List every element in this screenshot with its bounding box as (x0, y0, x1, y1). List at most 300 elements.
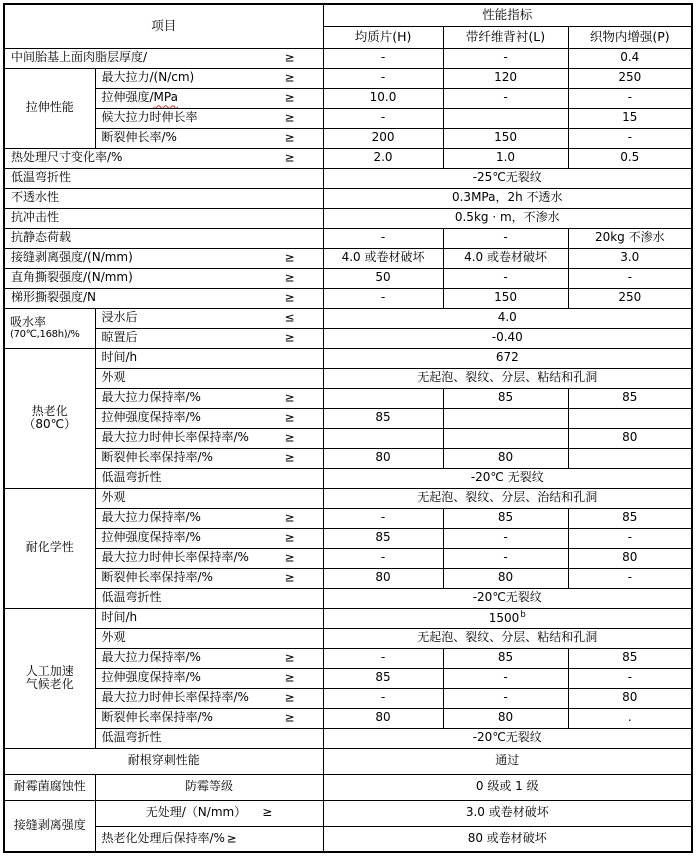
cell-text: 80 (497, 710, 514, 725)
cell-text: 1500 (488, 610, 520, 625)
gte-symbol: ≥ (284, 410, 295, 425)
table-row (4, 108, 692, 128)
value-cell (323, 108, 443, 128)
cell-text: 4.0 或卷材破坏 (341, 250, 425, 265)
cell-text: 外观 (101, 370, 126, 385)
label-cell (4, 748, 323, 774)
table-row (4, 68, 692, 88)
cell-text: 最大拉力时伸长率保持率/% (101, 690, 249, 705)
value-cell (443, 548, 568, 568)
cell-text: - (627, 530, 632, 545)
cell-text: 0.3MPa，2h 不透水 (451, 190, 563, 205)
cell-text: 接缝剥离强度/(N/mm) (11, 250, 133, 265)
cell-text: - (627, 90, 632, 105)
cell-text: 断裂伸长率保持率/% (101, 450, 213, 465)
header-cell (323, 26, 443, 48)
value-cell (323, 68, 443, 88)
cell-text: 80 (497, 570, 514, 585)
cell-text: 最大拉力/(N/cm) (101, 70, 195, 85)
label-line: 热老化 (31, 403, 68, 418)
value-cell (443, 388, 568, 408)
cell-text: 外观 (101, 630, 126, 645)
cell-text: - (380, 690, 386, 705)
cell-text: . (627, 710, 632, 725)
cell-text: 耐霉菌腐蚀性 (13, 779, 86, 794)
cell-text: - (627, 130, 632, 145)
cell-text: 外观 (101, 490, 126, 505)
label-cell (95, 648, 323, 668)
value-cell (323, 328, 692, 348)
value-cell (568, 548, 692, 568)
gte-symbol: ≥ (284, 150, 295, 165)
cell-text: 梯形撕裂强度/N (11, 290, 97, 305)
group-label-cell (4, 800, 95, 852)
value-cell (323, 708, 443, 728)
cell-text: - (380, 510, 386, 525)
value-cell (443, 88, 568, 108)
cell-text: 85 (375, 530, 391, 545)
gte-symbol: ≥ (284, 130, 295, 145)
cell-text: 80 (375, 710, 391, 725)
value-cell (568, 568, 692, 588)
value-cell (323, 148, 443, 168)
cell-text: 断裂伸长率保持率/% (101, 710, 213, 725)
cell-text: 热老化处理后保持率/% (101, 831, 225, 846)
value-cell (568, 68, 692, 88)
value-cell (568, 408, 692, 428)
cell-text: 15 (622, 110, 638, 125)
value-cell (323, 168, 692, 188)
cell-text: 带纤维背衬(L) (465, 29, 546, 44)
value-cell (323, 408, 443, 428)
table-row (4, 328, 692, 348)
gte-symbol: ≥ (284, 250, 295, 265)
gte-symbol: ≥ (284, 550, 295, 565)
value-cell (323, 288, 443, 308)
cell-text: 通过 (495, 753, 520, 768)
table-row (4, 188, 692, 208)
label-cell (95, 328, 323, 348)
label-cell (95, 588, 323, 608)
cell-text: 80 或卷材破坏 (467, 831, 547, 846)
table-row (4, 4, 692, 26)
table-row (4, 608, 692, 628)
label-cell (95, 608, 323, 628)
value-cell (323, 208, 692, 228)
gte-symbol: ≥ (262, 805, 273, 820)
group-label-cell (4, 488, 95, 608)
gte-symbol: ≥ (284, 650, 295, 665)
cell-text: - (503, 50, 508, 65)
cell-text: 无处理/（N/mm） (145, 805, 247, 820)
label-cell (4, 288, 323, 308)
table-row (4, 368, 692, 388)
value-cell (443, 648, 568, 668)
value-cell (323, 128, 443, 148)
cell-text: 120 (494, 70, 517, 85)
cell-text: - (627, 670, 632, 685)
table-row (4, 448, 692, 468)
value-cell (568, 428, 692, 448)
cell-text: 时间/h (101, 610, 138, 625)
cell-text: 250 (618, 70, 642, 85)
table-row (4, 228, 692, 248)
value-cell (568, 148, 692, 168)
cell-text: 无起泡、裂纹、分层、粘结和孔洞 (417, 370, 598, 385)
table-row (4, 468, 692, 488)
table-row (4, 648, 692, 668)
cell-text: 时间/h (101, 350, 138, 365)
value-cell (443, 228, 568, 248)
value-cell (323, 268, 443, 288)
value-cell (443, 428, 568, 448)
label-cell (95, 774, 323, 800)
value-cell (323, 308, 692, 328)
value-cell (323, 648, 443, 668)
gte-symbol: ≥ (284, 270, 295, 285)
cell-text: 85 (497, 510, 514, 525)
label-cell (95, 488, 323, 508)
cell-text: 1.0 (495, 150, 516, 165)
header-cell (568, 26, 692, 48)
cell-text: 4.0 (497, 310, 517, 325)
cell-text: 无起泡、裂纹、分层、治结和孔洞 (417, 490, 598, 505)
cell-text: -0.40 (491, 330, 523, 345)
cell-text: - (503, 270, 508, 285)
gte-symbol: ≥ (284, 510, 295, 525)
value-cell (323, 88, 443, 108)
value-cell (323, 428, 443, 448)
label-cell (4, 208, 323, 228)
cell-text: - (503, 90, 508, 105)
cell-text: 0.5 (620, 150, 640, 165)
label-cell (95, 308, 323, 328)
value-cell (568, 248, 692, 268)
cell-text: 最大拉力保持率/% (101, 390, 201, 405)
table-row (4, 628, 692, 648)
cell-text: - (380, 50, 386, 65)
cell-text: -20℃ 无裂纹 (470, 470, 544, 485)
cell-text: 85 (622, 510, 638, 525)
label-cell (4, 48, 323, 68)
cell-text: 80 (375, 450, 391, 465)
table-row (4, 288, 692, 308)
value-cell (568, 228, 692, 248)
value-cell (568, 108, 692, 128)
gte-symbol: ≥ (284, 450, 295, 465)
cell-text: 低温弯折性 (101, 590, 162, 605)
value-cell (323, 48, 443, 68)
table-row (4, 528, 692, 548)
table-row (4, 268, 692, 288)
value-cell (443, 448, 568, 468)
cell-text: 0 级或 1 级 (475, 779, 539, 794)
cell-text: -25℃无裂纹 (472, 170, 542, 185)
table-row (4, 508, 692, 528)
cell-text: 85 (622, 390, 638, 405)
cell-text: - (627, 270, 632, 285)
label-cell (95, 388, 323, 408)
value-cell (443, 248, 568, 268)
value-cell (323, 488, 692, 508)
table-row (4, 588, 692, 608)
cell-text: 直角撕裂强度/(N/mm) (11, 270, 133, 285)
cell-text: 耐化学性 (25, 540, 74, 555)
label-cell (95, 428, 323, 448)
label-line: （80℃） (23, 417, 77, 431)
value-cell (323, 628, 692, 648)
value-cell (323, 468, 692, 488)
label-cell (95, 728, 323, 748)
table-row (4, 208, 692, 228)
cell-text: 断裂伸长率/% (101, 130, 177, 145)
cell-text: 防霉等级 (185, 779, 234, 794)
value-cell (323, 800, 692, 826)
cell-text: 4.0 或卷材破坏 (464, 250, 547, 265)
cell-text: 80 (497, 450, 514, 465)
label-cell (95, 668, 323, 688)
cell-text: 无起泡、裂纹、分层、粘结和孔洞 (417, 630, 598, 645)
label-cell (95, 708, 323, 728)
cell-text: 250 (618, 290, 642, 305)
table-row (4, 88, 692, 108)
spellcheck-marked-text: MPa (153, 90, 178, 105)
superscript-note: b (520, 609, 526, 620)
table-row (4, 568, 692, 588)
table-row (4, 708, 692, 728)
label-cell (95, 508, 323, 528)
value-cell (443, 508, 568, 528)
value-cell (323, 228, 443, 248)
value-cell (443, 128, 568, 148)
cell-text: 抗冲击性 (11, 210, 60, 225)
value-cell (443, 568, 568, 588)
label-cell (95, 448, 323, 468)
gte-symbol: ≥ (284, 690, 295, 705)
cell-text: 候大拉力时伸长率 (101, 110, 198, 125)
gte-symbol: ≥ (284, 570, 295, 585)
label-line: 吸水率 (10, 314, 47, 329)
table-row (4, 248, 692, 268)
cell-text: - (627, 570, 632, 585)
table-row (4, 408, 692, 428)
gte-symbol: ≥ (284, 390, 295, 405)
value-cell (568, 48, 692, 68)
value-cell (568, 288, 692, 308)
value-cell (568, 668, 692, 688)
group-label-cell (4, 348, 95, 488)
cell-text: - (380, 550, 386, 565)
group-label-cell (4, 774, 95, 800)
cell-text: - (380, 230, 386, 245)
value-cell (443, 48, 568, 68)
cell-text: 性能指标 (482, 7, 533, 23)
value-cell (443, 68, 568, 88)
table-row (4, 428, 692, 448)
value-cell (323, 748, 692, 774)
value-cell (323, 774, 692, 800)
label-cell (95, 408, 323, 428)
value-cell (443, 148, 568, 168)
value-cell (568, 388, 692, 408)
cell-text: 80 (622, 430, 638, 445)
value-cell (568, 268, 692, 288)
cell-text: 85 (497, 650, 514, 665)
label-cell (95, 628, 323, 648)
cell-text: - (503, 230, 508, 245)
cell-text: 抗静态荷载 (11, 230, 72, 245)
gte-symbol: ≥ (284, 330, 295, 345)
value-cell (443, 108, 568, 128)
cell-text: - (503, 690, 508, 705)
value-cell (568, 528, 692, 548)
cell-text: 最大拉力时伸长率保持率/% (101, 430, 249, 445)
value-cell (443, 668, 568, 688)
value-cell (568, 88, 692, 108)
cell-text: 拉伸强度保持率/% (101, 530, 201, 545)
value-cell (323, 368, 692, 388)
cell-text: 3.0 (620, 250, 640, 265)
cell-text: 最大拉力保持率/% (101, 650, 201, 665)
cell-text: 低温弯折性 (101, 470, 162, 485)
table-row (4, 308, 692, 328)
cell-text: 低温弯折性 (11, 170, 72, 185)
value-cell (568, 688, 692, 708)
header-cell (4, 4, 323, 48)
group-label-cell (4, 608, 95, 748)
cell-text: 80 (375, 570, 391, 585)
cell-text: - (380, 70, 386, 85)
table-row (4, 168, 692, 188)
cell-text: 80 (622, 690, 638, 705)
cell-text: - (380, 110, 386, 125)
value-cell (443, 708, 568, 728)
value-cell (443, 528, 568, 548)
value-cell (323, 608, 692, 628)
value-cell (568, 508, 692, 528)
value-cell (568, 648, 692, 668)
label-cell (95, 688, 323, 708)
cell-text: -20℃无裂纹 (472, 730, 542, 745)
cell-text: 200 (371, 130, 395, 145)
value-cell (323, 548, 443, 568)
gte-symbol: ≥ (284, 110, 295, 125)
label-cell (95, 468, 323, 488)
cell-text: - (380, 290, 386, 305)
table-row (4, 148, 692, 168)
label-cell (4, 228, 323, 248)
cell-text: 85 (497, 390, 514, 405)
cell-text: 150 (494, 130, 517, 145)
group-label-cell (4, 308, 95, 348)
table-row (4, 688, 692, 708)
cell-text: 85 (375, 670, 391, 685)
cell-text: 中间胎基上面肉脂层厚度/ (11, 50, 148, 65)
table-row (4, 800, 692, 826)
label-cell (4, 188, 323, 208)
value-cell (323, 826, 692, 852)
gte-symbol: ≥ (226, 831, 237, 846)
table-row (4, 48, 692, 68)
gte-symbol: ≥ (284, 90, 295, 105)
cell-text: 低温弯折性 (101, 730, 162, 745)
cell-text: - (503, 550, 508, 565)
cell-text: - (503, 530, 508, 545)
performance-spec-table (3, 3, 693, 853)
gte-symbol: ≥ (284, 670, 295, 685)
label-line: 人工加速 (25, 663, 74, 678)
cell-text: 不透水性 (11, 190, 60, 205)
cell-text: - (503, 670, 508, 685)
table-row (4, 748, 692, 774)
table-row (4, 348, 692, 368)
gte-symbol: ≥ (284, 290, 295, 305)
cell-text: 85 (375, 410, 391, 425)
table-row (4, 826, 692, 852)
cell-text: 项目 (151, 18, 177, 34)
value-cell (443, 688, 568, 708)
value-cell (443, 288, 568, 308)
label-cell (95, 826, 323, 852)
cell-text: 拉伸性能 (25, 100, 74, 115)
cell-text: 80 (622, 550, 638, 565)
label-line: (70℃,168h)/% (10, 329, 80, 341)
gte-symbol: ≥ (284, 50, 295, 65)
header-cell (323, 4, 692, 26)
cell-text: 10.0 (369, 90, 397, 105)
cell-text: 断裂伸长率保持率/% (101, 570, 213, 585)
cell-text: 均质片(H) (354, 29, 412, 44)
label-cell (95, 528, 323, 548)
value-cell (443, 408, 568, 428)
value-cell (323, 728, 692, 748)
label-cell (95, 548, 323, 568)
table-row (4, 388, 692, 408)
label-cell (95, 68, 323, 88)
cell-text: 浸水后 (101, 310, 138, 325)
cell-text: 织物内增强(P) (589, 29, 670, 44)
value-cell (323, 188, 692, 208)
value-cell (323, 248, 443, 268)
cell-text: 耐根穿刺性能 (127, 753, 200, 768)
cell-text: 最大拉力保持率/% (101, 510, 201, 525)
gte-symbol: ≥ (284, 710, 295, 725)
lte-symbol: ≤ (284, 310, 295, 325)
group-label-cell (4, 68, 95, 148)
header-cell (443, 26, 568, 48)
value-cell (323, 388, 443, 408)
value-cell (323, 668, 443, 688)
value-cell (323, 688, 443, 708)
value-cell (323, 448, 443, 468)
value-cell (323, 348, 692, 368)
label-cell (95, 348, 323, 368)
cell-text: 672 (495, 350, 519, 365)
value-cell (568, 708, 692, 728)
cell-text: 50 (375, 270, 391, 285)
cell-text: 最大拉力时伸长率保持率/% (101, 550, 249, 565)
cell-text: 0.4 (620, 50, 640, 65)
label-cell (95, 88, 323, 108)
table-row (4, 488, 692, 508)
cell-text: 20kg 不渗水 (594, 230, 665, 245)
value-cell (323, 568, 443, 588)
cell-text: 拉伸强度保持率/% (101, 410, 201, 425)
table-row (4, 128, 692, 148)
label-cell (95, 108, 323, 128)
gte-symbol: ≥ (284, 530, 295, 545)
table-row (4, 668, 692, 688)
